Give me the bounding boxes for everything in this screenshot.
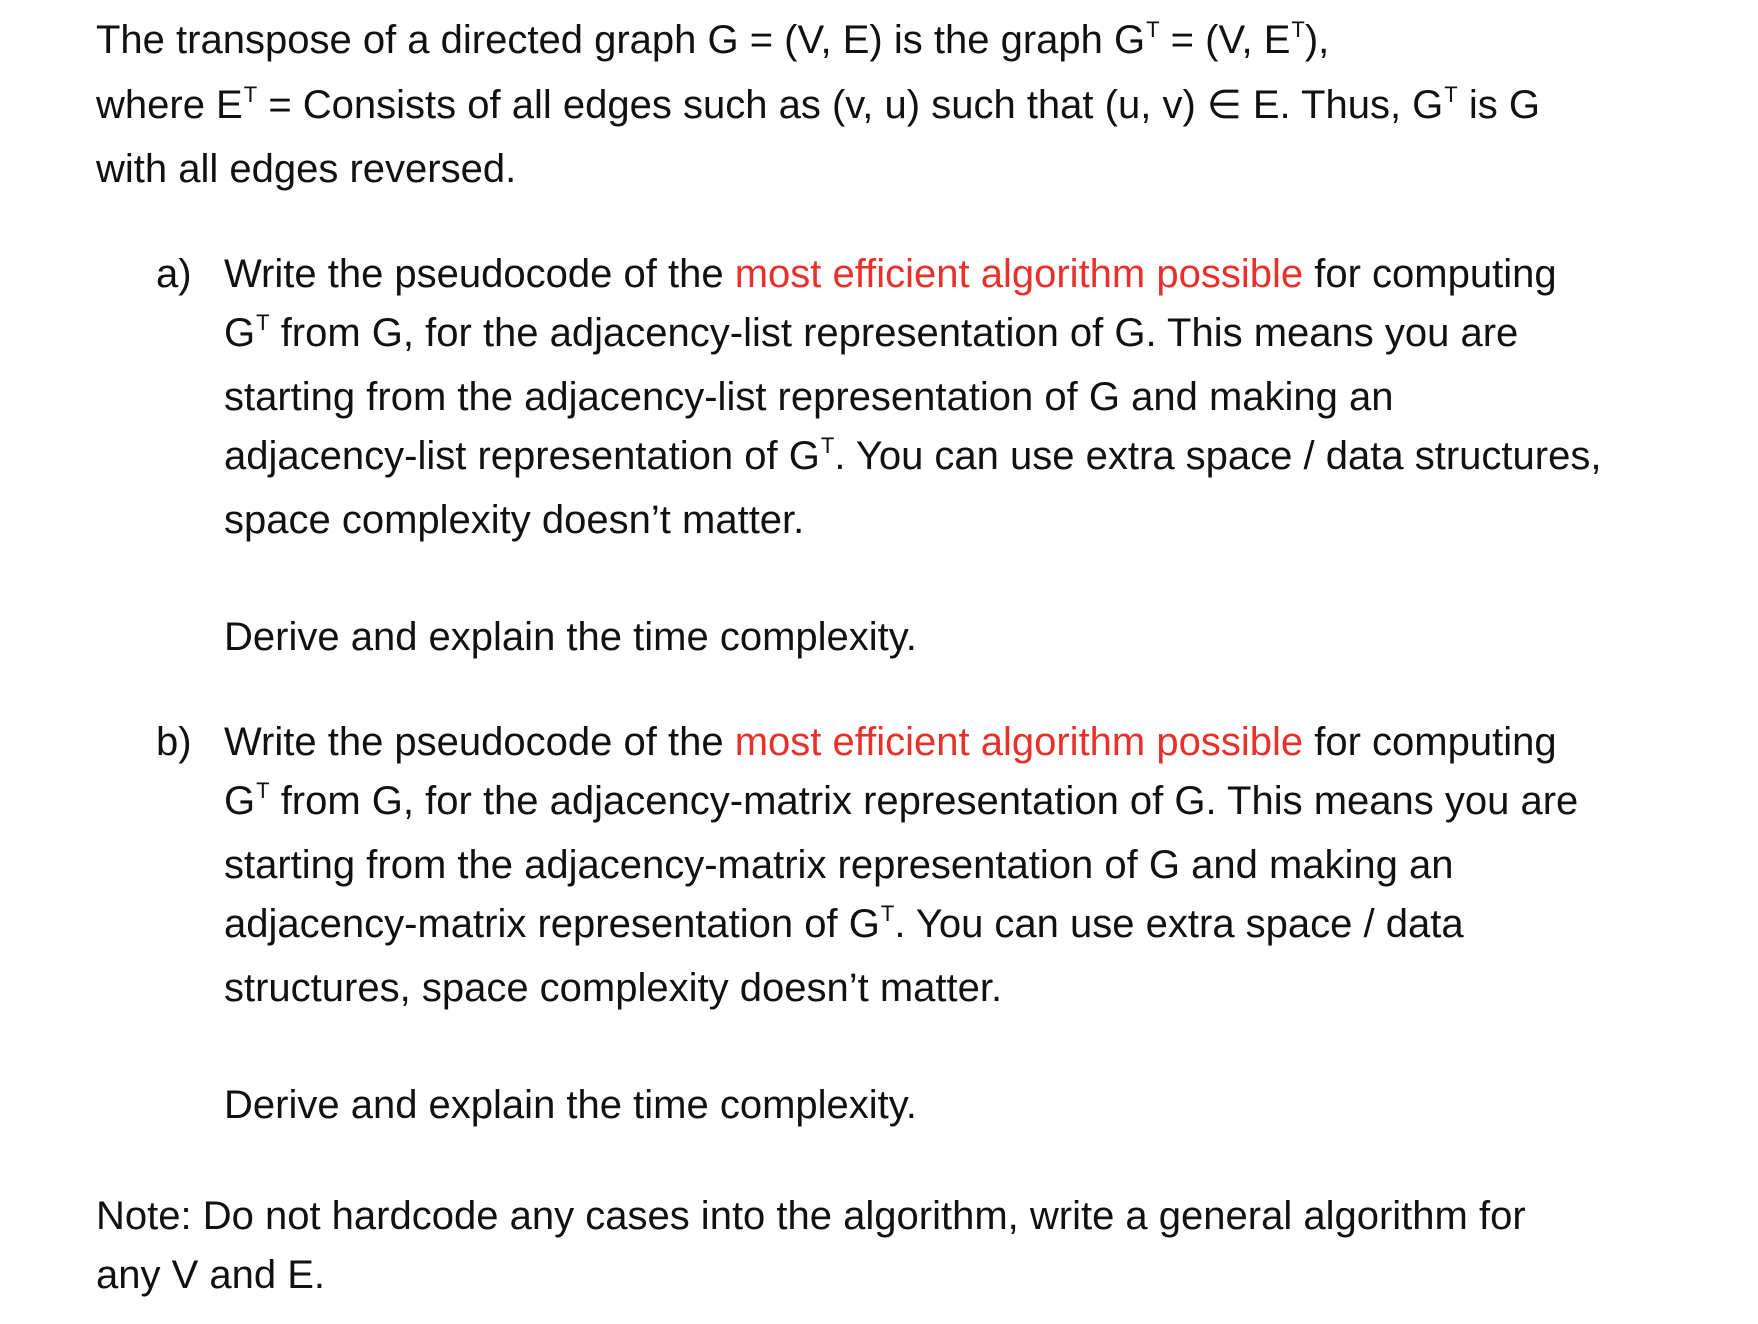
question-a — [156, 245, 1756, 667]
superscript-t: T — [1444, 81, 1458, 107]
intro-line-3: with all edges reversed. — [96, 147, 517, 191]
question-b — [156, 713, 1756, 1135]
note-paragraph — [96, 1187, 1736, 1304]
intro-paragraph — [96, 11, 1736, 199]
question-a-derive: Derive and explain the time complexity. — [224, 615, 917, 659]
note-line-1: Note: Do not hardcode any cases into the algorithm, write a general algorithm for — [96, 1194, 1526, 1238]
question-b-label: b) — [156, 720, 192, 764]
note-line-2: any V and E. — [96, 1252, 326, 1297]
superscript-t: T — [256, 309, 270, 335]
intro-line-2: where $E^T$ = Consists of all edges such as (v, u) such that (u, v) ∈ E. Thus, $G^T$ is G — [96, 81, 1540, 127]
emphasis-text: most efficient algorithm possible — [734, 252, 1304, 296]
superscript-t: T — [1291, 17, 1305, 42]
intro-line-1: The transpose of a directed graph G = (V, E) is the graph $G^T = (V$, $E^T$), — [96, 17, 1330, 62]
question-a-body: Write the pseudocode of the most efficient algorithm possible for computing $G^T$ from G, for the adjacency-list representation of G. This means you are starting from the adjacency-list representation of G and making an adjacency-list representation of $G^T$. You can use extra space / data structures, space complexity doesn’t matter. — [224, 252, 1602, 542]
emphasis-text: most efficient algorithm possible — [734, 720, 1304, 764]
superscript-t: T — [256, 777, 270, 803]
superscript-t: T — [820, 432, 835, 458]
question-a-label: a) — [156, 252, 192, 296]
superscript-t: T — [1146, 17, 1160, 42]
question-b-body: Write the pseudocode of the most efficient algorithm possible for computing $G^T$ from G, for the adjacency-matrix representation of G. This means you are starting from the adjacency-matrix representation of G and making an adjacency-matrix representation of $G^T$. You can use extra space / data structures, space complexity doesn’t matter. — [224, 720, 1579, 1010]
superscript-t: T — [243, 81, 258, 107]
question-b-derive: Derive and explain the time complexity. — [224, 1083, 917, 1127]
superscript-t: T — [880, 900, 895, 926]
